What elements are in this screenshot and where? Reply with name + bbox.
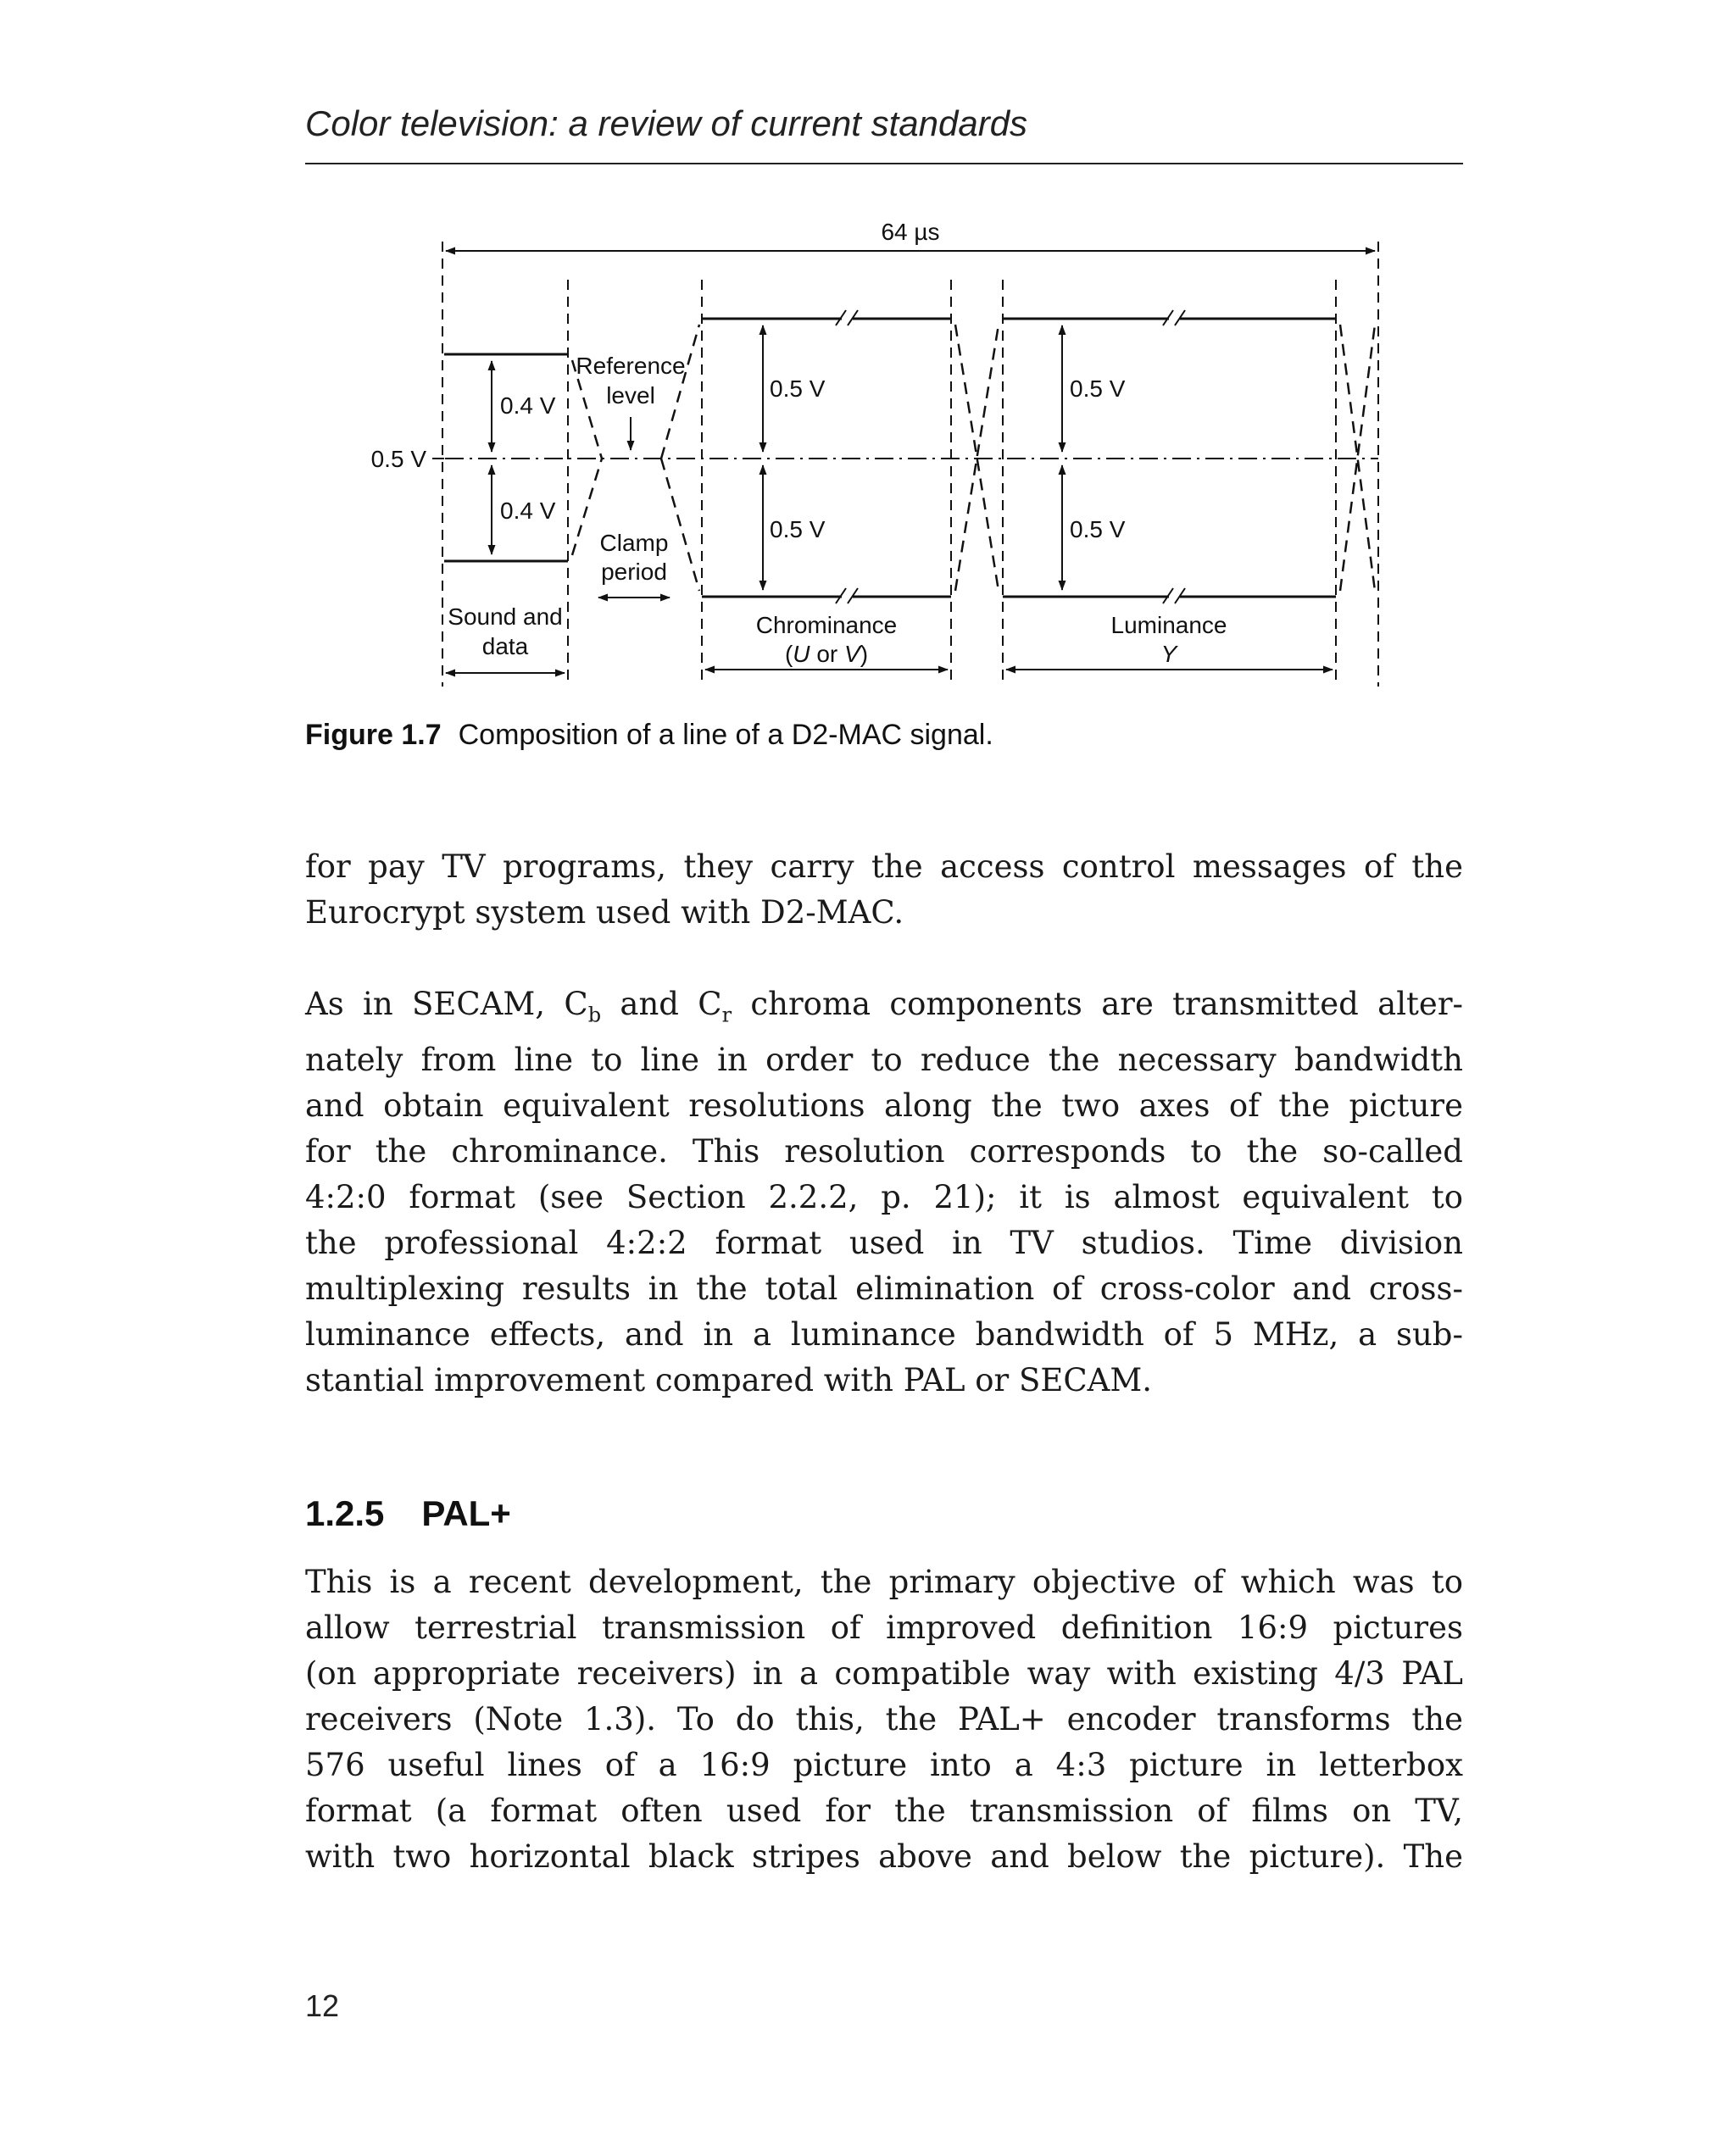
text-line: for pay TV programs, they carry the access control messages of the [305, 848, 1463, 885]
sound-lower-voltage: 0.4 V [500, 498, 556, 524]
reference-label-line2: level [606, 382, 655, 409]
text-line: and obtain equivalent resolutions along the two axes of the picture [305, 1087, 1463, 1125]
break-marks [836, 310, 1185, 603]
sound-upper-voltage: 0.4 V [500, 392, 556, 419]
text-line: (on appropriate receivers) in a compatible way with existing 4/3 PAL [305, 1655, 1463, 1692]
luma-label-line1: Luminance [1110, 612, 1227, 638]
total-duration-dimension [446, 219, 1375, 251]
d2mac-signal-diagram [0, 0, 1736, 729]
figure-caption-label: Figure 1.7 [305, 719, 442, 751]
chroma-lower-voltage: 0.5 V [770, 516, 826, 542]
section-number: 1.2.5 [305, 1493, 385, 1533]
page-number: 12 [305, 1988, 340, 2023]
paragraph-1 [305, 844, 1463, 936]
clamp-label-line1: Clamp [599, 530, 669, 556]
luma-lower-voltage: 0.5 V [1070, 516, 1126, 542]
text-line: stantial improvement compared with PAL or SECAM. [305, 1362, 1153, 1399]
text-line: luminance effects, and in a luminance bandwidth of 5 MHz, a sub- [305, 1316, 1463, 1354]
text-line: This is a recent development, the primary objective of which was to [305, 1564, 1463, 1600]
text-line: multiplexing results in the total elimination of cross-color and cross- [305, 1270, 1463, 1308]
sound-label-line1: Sound and [448, 603, 563, 630]
reference-voltage-label: 0.5 V [370, 446, 426, 472]
text-line: nately from line to line in order to reduce the necessary bandwidth [305, 1042, 1463, 1079]
text-line: allow terrestrial transmission of improved definition 16:9 pictures [305, 1610, 1463, 1646]
paragraph-3 [305, 1559, 1463, 1880]
reference-label-line1: Reference [576, 353, 686, 379]
text-line: for the chrominance. This resolution corresponds to the so-called [305, 1133, 1463, 1170]
running-head: Color television: a review of current standards [305, 103, 1028, 143]
text-line: with two horizontal black stripes above and below the picture). The [305, 1838, 1463, 1875]
figure-caption [305, 719, 993, 752]
chroma-upper-voltage: 0.5 V [770, 375, 826, 402]
figure-caption-text: Composition of a line of a D2-MAC signal. [458, 719, 993, 751]
chroma-label-line2: (U or V) [784, 641, 869, 667]
sound-label-line2: data [481, 633, 529, 659]
chroma-label-line1: Chrominance [755, 612, 898, 638]
section-heading [305, 1493, 511, 1534]
text-line: the professional 4:2:2 format used in TV studios. Time division [305, 1225, 1463, 1262]
section-title: PAL+ [421, 1493, 511, 1533]
paragraph-2 [305, 981, 1463, 1404]
luma-upper-voltage: 0.5 V [1070, 375, 1126, 402]
segment-boundaries [442, 242, 1378, 687]
text-line: receivers (Note 1.3). To do this, the PAL+ encoder transforms the [305, 1701, 1463, 1737]
text-line: As in SECAM, $C_b$ and $C_r$ chroma components are transmitted alter- [305, 986, 1464, 1027]
text-line: 4:2:0 format (see Section 2.2.2, p. 21); it is almost equivalent to [305, 1179, 1463, 1216]
text-line: format (a format often used for the transmission of films on TV, [305, 1793, 1463, 1829]
text-line: 576 useful lines of a 16:9 picture into a 4:3 picture in letterbox [305, 1747, 1463, 1783]
text-line: Eurocrypt system used with D2-MAC. [305, 894, 904, 931]
clamp-label-line2: period [601, 559, 667, 585]
duration-label: 64 µs [881, 219, 940, 245]
luma-label-line2: Y [1160, 641, 1177, 667]
